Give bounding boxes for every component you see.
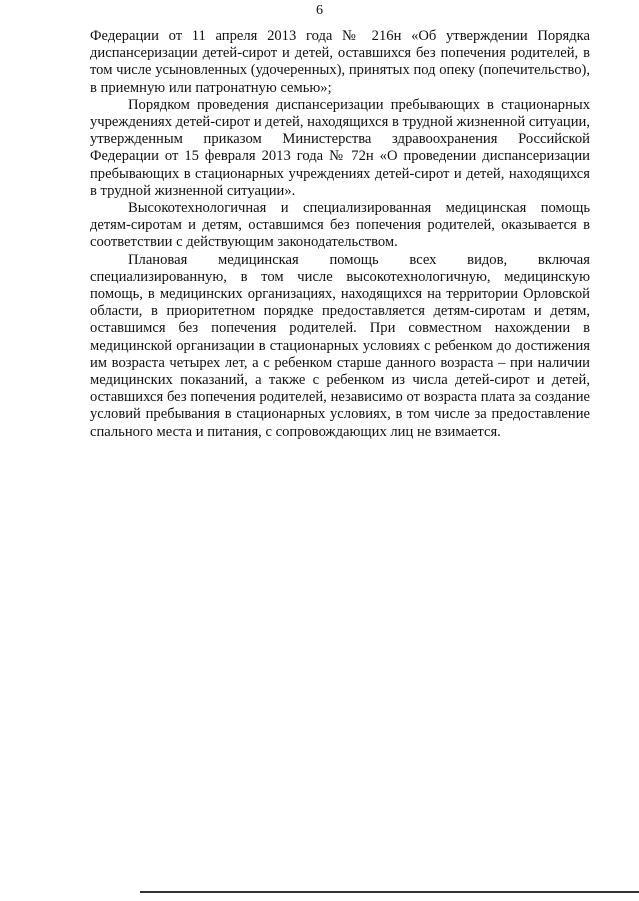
page-number: 6 xyxy=(316,3,323,18)
document-body xyxy=(90,28,590,441)
paragraph-planned-care: Плановая медицинская помощь всех видов, включая специализированную, в том числе высокотехнологичную, медицинскую помощь, в медицинских организациях, находящихся на территории Орловской области, в приоритетном порядке предоставляется детям-сиротам и детям, оставшимся без попечения родителей. При совместном нахождении в медицинской организации в стационарных условиях с ребенком до достижения им возраста четырех лет, а с ребенком старше данного возраста – при наличии медицинских показаний, а также с ребенком из числа детей-сирот и детей, оставшихся без попечения родителей, независимо от возраста плата за создание условий пребывания в стационарных условиях, в том числе за предоставление спального места и питания, с сопровождающих лиц не взимается. xyxy=(90,251,590,440)
paragraph-order-72n: Порядком проведения диспансеризации пребывающих в стационарных учреждениях детей-сирот и детей, находящихся в трудной жизненной ситуации, утвержденным приказом Министерства здравоохранения Российской Федерации от 15 февраля 2013 года № 72н «О проведении диспансеризации пребывающих в стационарных учреждениях детей-сирот и детей, находящихся в трудной жизненной ситуации». xyxy=(90,96,590,199)
paragraph-high-tech-care: Высокотехнологичная и специализированная медицинская помощь детям-сиротам и детям, оставшимся без попечения родителей, оказывается в соответствии с действующим законодательством. xyxy=(90,200,590,251)
paragraph-order-216n: Федерации от 11 апреля 2013 года № 216н «Об утверждении Порядка диспансеризации детей-сирот и детей, оставшихся без попечения родителей, в том числе усыновленных (удочеренных), принятых под опеку (попечительство), в приемную или патронатную семью»; xyxy=(90,28,590,96)
bottom-rule xyxy=(140,891,639,893)
